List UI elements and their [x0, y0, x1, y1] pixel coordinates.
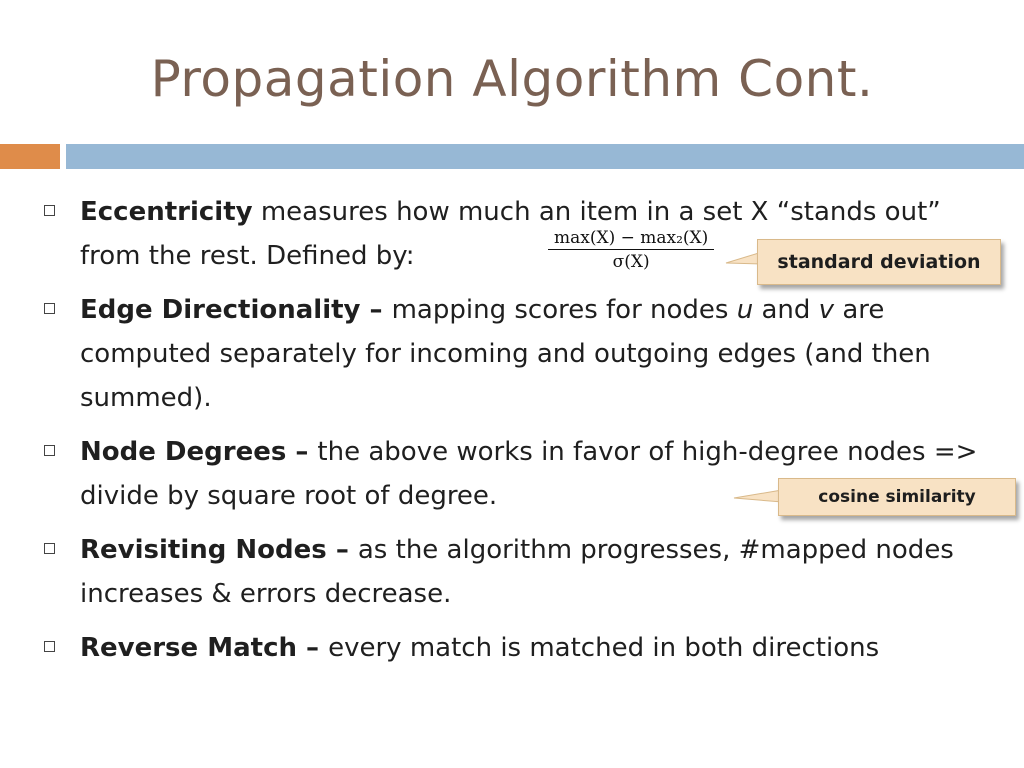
square-bullet-icon: [44, 445, 55, 456]
variable-u: u: [736, 295, 754, 325]
eccentricity-formula: [548, 228, 714, 272]
accent-bar-blue: [66, 144, 1024, 169]
bullet-reverse-match: [40, 626, 980, 670]
square-bullet-icon: [44, 205, 55, 216]
callout-standard-deviation: standard deviation: [757, 239, 1001, 285]
bullet-term: Revisiting Nodes: [80, 535, 327, 565]
bullet-dash: –: [360, 295, 392, 325]
bullet-text: mapping scores for nodes: [391, 295, 737, 325]
bullet-text: measures how much an item in a set X “stands out” from the rest. Defined by:: [80, 197, 941, 271]
variable-v: v: [818, 295, 835, 325]
square-bullet-icon: [44, 303, 55, 314]
bullet-text: the above works in favor of high-degree nodes => divide by square root of degree.: [80, 437, 978, 511]
bullet-term: Eccentricity: [80, 197, 253, 227]
bullet-text: every match is matched in both directions: [328, 633, 880, 663]
formula-denominator: σ(X): [612, 252, 650, 272]
bullet-term: Edge Directionality: [80, 295, 361, 325]
bullet-dash: –: [286, 437, 318, 467]
bullet-revisiting-nodes: [40, 528, 980, 616]
formula-numerator: max(X) − max₂(X): [548, 228, 714, 250]
bullet-dash: –: [297, 633, 329, 663]
bullet-text: are computed separately for incoming and outgoing edges (and then summed).: [80, 295, 931, 413]
accent-bar-orange: [0, 144, 60, 169]
square-bullet-icon: [44, 641, 55, 652]
bullet-edge-directionality: [40, 288, 980, 420]
bullet-term: Node Degrees: [80, 437, 287, 467]
callout-cosine-similarity: cosine similarity: [778, 478, 1016, 516]
bullet-term: Reverse Match: [80, 633, 297, 663]
bullet-text: and: [753, 295, 819, 325]
bullet-text: as the algorithm progresses, #mapped nodes increases & errors decrease.: [80, 535, 954, 609]
slide-title: Propagation Algorithm Cont.: [150, 50, 874, 108]
bullet-dash: –: [326, 535, 358, 565]
square-bullet-icon: [44, 543, 55, 554]
